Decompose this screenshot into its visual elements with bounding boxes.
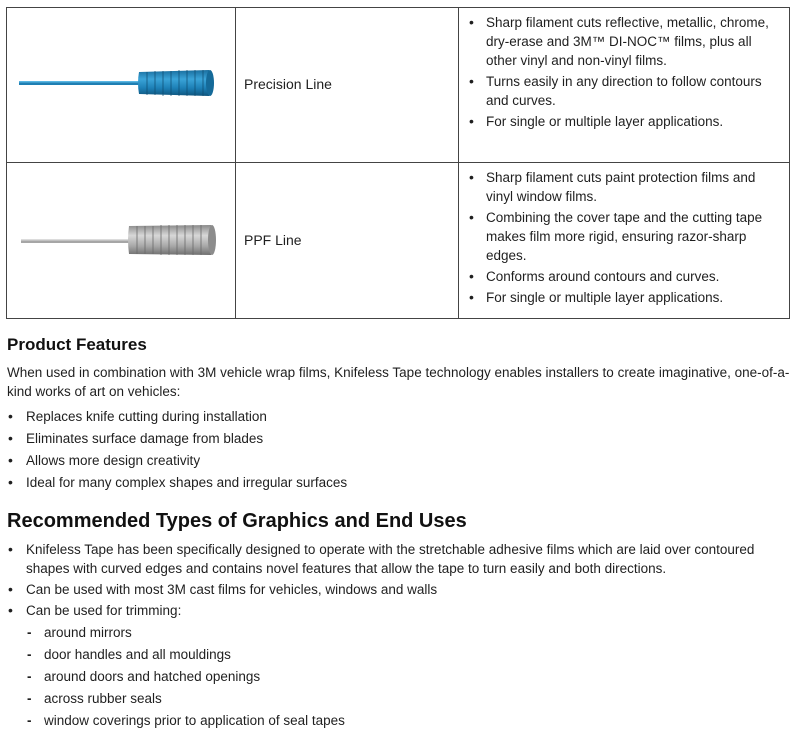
list-item: • Can be used with most 3M cast films for vehicles, windows and walls (7, 580, 793, 599)
trimming-sublist (26, 623, 793, 730)
end-uses-list (7, 540, 793, 733)
end-uses-heading: Recommended Types of Graphics and End Uses (7, 510, 467, 532)
list-item: • For single or multiple layer applications. (467, 288, 783, 307)
product-description-cell (459, 163, 790, 319)
list-item: - around doors and hatched openings (26, 667, 793, 686)
product-features-intro: When used in combination with 3M vehicle wrap films, Knifeless Tape technology enables installers to create imaginative, one-of-a-kind works of art on vehicles: (7, 365, 790, 399)
product-bullet-list (459, 163, 789, 307)
blue-tape-roll-icon (7, 8, 235, 162)
list-item: - door handles and all mouldings (26, 645, 793, 664)
list-item: • Allows more design creativity (7, 451, 787, 470)
list-item (7, 601, 793, 730)
product-name: Precision Line (244, 76, 332, 92)
product-name-cell (236, 8, 459, 163)
list-item: • Knifeless Tape has been specifically designed to operate with the stretchable adhesive films which are laid over contoured shapes with curved edges and contains novel features that allow the tape to turn easily and both directions. (7, 540, 793, 578)
product-image-cell (7, 8, 236, 163)
list-item: - across rubber seals (26, 689, 793, 708)
table-row (7, 8, 790, 163)
list-item: • Replaces knife cutting during installation (7, 407, 787, 426)
list-item: - window coverings prior to application of seal tapes (26, 711, 793, 730)
list-item: • Turns easily in any direction to follow contours and curves. (467, 72, 783, 110)
list-item: • Ideal for many complex shapes and irregular surfaces (7, 473, 787, 492)
product-description-cell (459, 8, 790, 163)
product-bullet-list (459, 8, 789, 131)
product-name-cell (236, 163, 459, 319)
silver-tape-roll-icon (7, 163, 235, 318)
product-name: PPF Line (244, 231, 302, 248)
list-item: • Sharp filament cuts reflective, metallic, chrome, dry-erase and 3M™ DI-NOC™ films, plus all other vinyl and non-vinyl films. (467, 13, 783, 70)
list-item: • For single or multiple layer applications. (467, 112, 783, 131)
product-table (6, 7, 790, 319)
table-row (7, 163, 790, 319)
product-features-heading: Product Features (7, 335, 147, 354)
list-item: • Combining the cover tape and the cutting tape makes film more rigid, ensuring razor-sharp edges. (467, 208, 783, 265)
list-item: • Conforms around contours and curves. (467, 267, 783, 286)
trimming-label: Can be used for trimming: (26, 603, 182, 618)
list-item: • Sharp filament cuts paint protection films and vinyl window films. (467, 168, 783, 206)
list-item: - around mirrors (26, 623, 793, 642)
list-item: • Eliminates surface damage from blades (7, 429, 787, 448)
product-image-cell (7, 163, 236, 319)
features-list (7, 407, 787, 495)
